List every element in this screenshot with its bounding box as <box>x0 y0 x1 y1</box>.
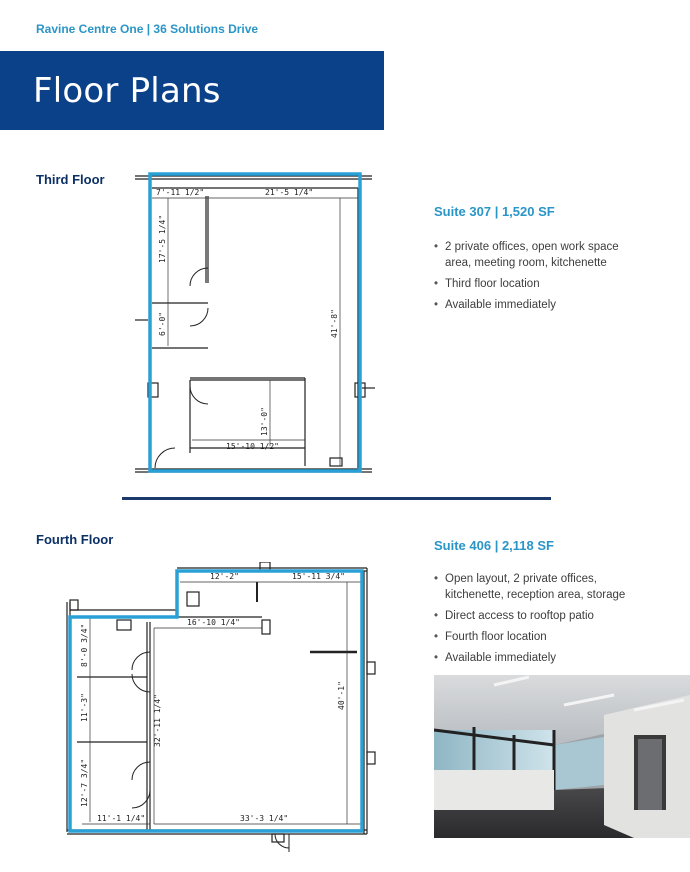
location-header: Ravine Centre One | 36 Solutions Drive <box>36 22 259 36</box>
dim-label: 11'-1 1/4" <box>97 814 146 823</box>
fourth-floor-plan <box>62 562 382 854</box>
suite-406-title: Suite 406 | 2,118 SF <box>434 538 554 553</box>
dim-label: 16'-10 1/4" <box>187 618 240 627</box>
suite-307-title: Suite 307 | 1,520 SF <box>434 204 555 219</box>
fourth-floor-walls <box>67 562 375 842</box>
fourth-floor-label: Fourth Floor <box>36 532 114 547</box>
third-floor-label: Third Floor <box>36 172 105 187</box>
dim-label: 32'-11 1/4" <box>153 694 162 747</box>
feature-item: • Available immediately <box>434 650 644 666</box>
suite-406-features <box>434 571 644 671</box>
office-interior-image <box>434 675 690 838</box>
dim-label: 21'-5 1/4" <box>265 188 314 197</box>
dim-label: 17'-5 1/4" <box>158 214 167 263</box>
third-floor-dimension-lines <box>152 198 358 466</box>
feature-item: • 2 private offices, open work space area, meeting room, kitchenette <box>434 239 634 271</box>
dim-label: 15'-11 3/4" <box>292 572 345 581</box>
feature-item: • Fourth floor location <box>434 629 644 645</box>
dim-label: 15'-10 1/2" <box>226 442 279 451</box>
dim-label: 7'-11 1/2" <box>156 188 205 197</box>
dim-label: 40'-1" <box>337 681 346 710</box>
page-title: Floor Plans <box>33 71 221 111</box>
dim-label: 8'-0 3/4" <box>80 623 89 667</box>
feature-item: • Direct access to rooftop patio <box>434 608 644 624</box>
dim-label: 12'-7 3/4" <box>80 758 89 807</box>
feature-item: • Third floor location <box>434 276 634 292</box>
dim-label: 6'-0" <box>158 311 167 336</box>
suite-406-photo <box>434 675 690 838</box>
third-floor-doors <box>155 268 208 468</box>
third-floor-walls <box>135 176 375 472</box>
feature-item: • Available immediately <box>434 297 634 313</box>
section-divider <box>122 497 551 500</box>
dim-label: 12'-2" <box>210 572 239 581</box>
title-banner <box>0 51 384 130</box>
feature-item: • Open layout, 2 private offices, kitchenette, reception area, storage <box>434 571 644 603</box>
dim-label: 11'-3" <box>80 693 89 722</box>
dim-label: 33'-3 1/4" <box>240 814 289 823</box>
dim-label: 41'-8" <box>330 309 339 338</box>
suite-307-outline <box>150 174 360 471</box>
dim-label: 13'-0" <box>260 407 269 436</box>
suite-307-features <box>434 239 634 318</box>
third-floor-plan <box>130 168 380 480</box>
